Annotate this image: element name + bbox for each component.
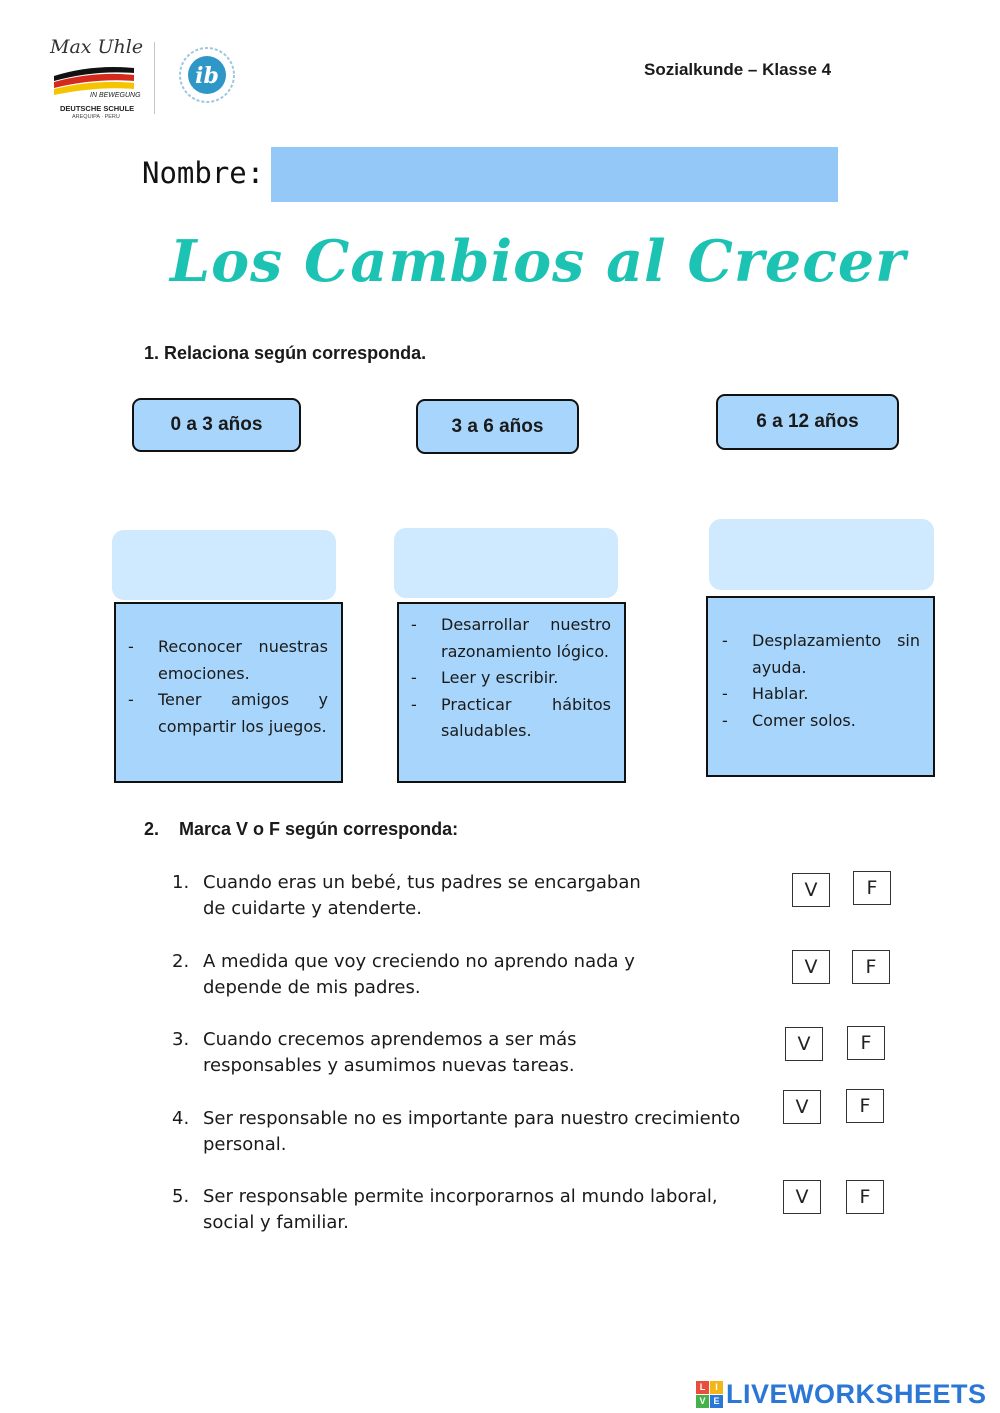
section-1-heading: 1. Relaciona según corresponda. (144, 343, 427, 363)
false-box-4[interactable]: F (846, 1089, 884, 1123)
ib-logo-icon (178, 44, 236, 106)
description-item: - Hablar. (722, 681, 920, 708)
liveworksheets-brand[interactable] (696, 1378, 987, 1410)
true-box-3[interactable]: V (785, 1027, 823, 1061)
name-label: Nombre: (142, 156, 265, 190)
age-box-0-3[interactable]: 0 a 3 años (132, 398, 301, 452)
subject-label: Sozialkunde – Klasse 4 (644, 60, 832, 79)
description-card-3[interactable] (706, 596, 935, 777)
description-card-1[interactable] (114, 602, 343, 783)
question-text: A medida que voy creciendo no aprendo nada y depende de mis padres. (203, 951, 635, 998)
question-text: Ser responsable permite incorporarnos al mundo laboral, social y familiar. (203, 1186, 718, 1233)
description-card-2[interactable] (397, 602, 626, 783)
worksheet-title: Los Cambios al Crecer (170, 228, 907, 295)
logo-tagline: IN BEWEGUNG (90, 92, 141, 99)
description-item: - Comer solos. (722, 708, 920, 735)
question-text: Cuando crecemos aprendemos a ser más responsables y asumimos nuevas tareas. (203, 1029, 577, 1076)
question-3 (172, 1027, 752, 1079)
false-box-3[interactable]: F (847, 1026, 885, 1060)
question-text: Cuando eras un bebé, tus padres se encargaban de cuidarte y atenderte. (203, 872, 641, 919)
drop-zone-3[interactable] (709, 519, 934, 590)
description-item: - Reconocer nuestras emociones. (128, 634, 328, 687)
question-number: 2. (172, 951, 190, 972)
logo-divider (154, 42, 155, 114)
description-item: - Desarrollar nuestro razonamiento lógico. (411, 612, 611, 665)
section-2-heading: 2. Marca V o F según corresponda: (144, 819, 459, 839)
question-text: Ser responsable no es importante para nuestro crecimiento personal. (203, 1108, 741, 1155)
logo-school: DEUTSCHE SCHULE (60, 104, 135, 113)
liveworksheets-logo-icon: L I V E (696, 1381, 723, 1408)
false-box-1[interactable]: F (853, 871, 891, 905)
question-number: 1. (172, 872, 190, 893)
liveworksheets-wordmark: LIVEWORKSHEETS (726, 1378, 987, 1409)
false-box-2[interactable]: F (852, 950, 890, 984)
question-number: 4. (172, 1108, 190, 1129)
question-1 (172, 870, 752, 922)
max-uhle-logo (46, 36, 142, 126)
age-box-6-12[interactable]: 6 a 12 años (716, 394, 899, 450)
description-item: - Desplazamiento sin ayuda. (722, 628, 920, 681)
logo-city: AREQUIPA · PERU (72, 114, 120, 120)
name-input[interactable] (271, 147, 838, 202)
true-box-1[interactable]: V (792, 873, 830, 907)
drop-zone-1[interactable] (112, 530, 336, 600)
logo-title: Max Uhle (50, 36, 144, 58)
false-box-5[interactable]: F (846, 1180, 884, 1214)
true-box-5[interactable]: V (783, 1180, 821, 1214)
age-box-3-6[interactable]: 3 a 6 años (416, 399, 579, 454)
description-item: - Practicar hábitos saludables. (411, 692, 611, 745)
question-4 (172, 1106, 752, 1158)
question-5 (172, 1184, 752, 1236)
svg-text:ib: ib (195, 63, 219, 89)
description-item: - Leer y escribir. (411, 665, 611, 692)
drop-zone-2[interactable] (394, 528, 618, 598)
question-number: 3. (172, 1029, 190, 1050)
true-box-4[interactable]: V (783, 1090, 821, 1124)
question-number: 5. (172, 1186, 190, 1207)
question-2 (172, 949, 752, 1001)
description-item: - Tener amigos y compartir los juegos. (128, 687, 328, 740)
true-box-2[interactable]: V (792, 950, 830, 984)
